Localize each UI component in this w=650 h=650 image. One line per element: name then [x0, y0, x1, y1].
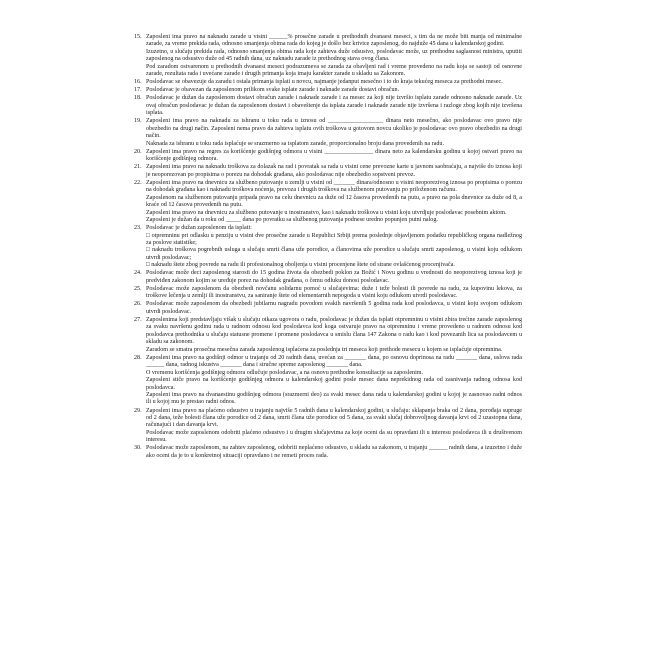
article-number: 19. — [134, 118, 142, 125]
article-paragraph: Zaposlenom na službenom putovanju pripada pravo na celu dnevnicu za duže od 12 časova provedenih na putu, a pravo na pola dnevnice za duže od 8, a kraće od 12 časova provedenih na putu. — [146, 194, 522, 209]
article-paragraph: Poslodavac je obavezan da zaposlenom prilikom svake isplate zarade i naknade zarade dostavi obračun. — [146, 87, 400, 94]
article-paragraph: Zaposleni ima pravo na dnevnicu za službeno putovanje u zemlji u visini od _______ dinara/odnosno u visini neoporezivog iznosa po propisima o porezu na dohodak građana kao i naknadu troškova noćenja, prevoza i drugih troškova na službenom putovanju po priloženom računu. — [146, 179, 522, 194]
article-item — [134, 286, 522, 301]
article-item — [134, 87, 522, 94]
article-paragraph: Zaradom se smatra prosečna mesečna zarada zaposlenog isplaćena za poslednja tri meseca koji prethode mesecu u kojem se isplaćuje otpremnina. — [146, 346, 503, 353]
article-paragraph: □ naknadu troškova pogrebnih usluga u slučaju smrti člana uže porodice, a članovima uže porodice u slučaju smrti zaposlenog, u visini koju odlukom utvrdi poslodavac; — [146, 247, 522, 261]
article-paragraph: Zaposleni stiče pravo na korišćenje godišnjeg odmora u kalendarskoj godini posle mesec dana neprekidnog rada od zasnivanja radnog odnosa kod poslodavca. — [146, 377, 522, 391]
article-item — [134, 34, 522, 79]
contract-articles — [134, 34, 522, 461]
article-paragraph: Poslodavac može zaposlenom da obezbedi jubilarnu nagradu povodom svakih navršenih 5 godina rada kod poslodavca, u visini koju svojom odlukom utvrdi poslodavac. — [146, 301, 522, 315]
article-paragraph: □ otpremninu pri odlasku u penziju u visini dve prosečne zarade u Republici Srbiji prema poslednje objavljenom podatku republičkog organa nadležnog za poslove statistike; — [146, 232, 522, 246]
article-paragraph: Zaposleni ima pravo na dnevnicu za službeno putovanje u inostranstvo, kao i naknadu troškova u visini koju utvrdjuje poslodavac posebnim aktom. — [146, 209, 507, 216]
article-number: 17. — [134, 87, 142, 94]
article-number: 25. — [134, 285, 142, 292]
article-paragraph: Pod zaradom ostvarenom u prethodnih dvanaest meseci podrazumeva se zarada za obavljeni rad i vreme provedeno na radu koja se sastoji od osnovne zarade, rezultata rada i uvećane zarade i drugih primanja koja imaju karakter zarade u skladu sa Zakonom. — [146, 63, 522, 78]
article-item — [134, 180, 522, 225]
article-item — [134, 317, 522, 354]
article-item — [134, 95, 522, 117]
article-paragraph: Zaposleni ima pravo na godišnji odmor u trajanju od 20 radnih dana, uvećan za _______ dana, po osnovu doprinosa na radu _______ dana, uslova rada ______ dana, radnog iskustva _______ dana i stručne spreme zaposlenog _______ dana. — [146, 354, 522, 369]
article-item — [134, 270, 522, 285]
article-paragraph: O vremenu korišćenja godišnjeg odmora odlučuje poslodavac, a na osnovu prethodne konsultacije sa zaposlenim. — [146, 369, 424, 376]
article-paragraph: Poslodavac može zaposlenom odobriti plaćeno odsustvo i u drugim slučajevima za koje oceni da su opravdani ili u interesu poslodavca ili u društvenom interesu. — [146, 429, 522, 444]
article-paragraph: Zaposleni ima pravo na naknadu za ishranu u toku rada u iznosu od __________________ dinara neto mesečno, ako poslodavac ovo pravo nije obezbedio na drugi način. Zaposleni nema pravo da zahteva isplatu ovih troškova u gotovom novcu ukoliko je poslodavac ovo pravo obezbedio na drugi način. — [146, 118, 522, 140]
article-number: 20. — [134, 148, 142, 155]
article-item — [134, 408, 522, 445]
article-paragraph: Naknada za ishranu u toku rada isplaćuje se srazmerno sa isplatom zarade, proporcionalno broju dana provedenih na radu. — [146, 140, 444, 147]
article-paragraph: Zaposleni ima pravo na naknadu zarade u visini ______% prosečne zarade u prethodnih dvanaest meseci, s tim da ne može biti manja od minimalne zarade, za vreme prekida rada, odnosno smanjenja obima rada do kojeg je došlo bez krivice zaposlenog, do najduže 45 dana u kalendarskoj godini. — [146, 34, 522, 48]
article-item — [134, 355, 522, 407]
article-paragraph: Zaposleni ima pravo na regres za korišćenje godišnjeg odmora u visini ________________ dinara neto za kalendarsku godinu u kojoj ostvari pravo na korišćenje godišnjeg odmora. — [146, 148, 522, 163]
article-paragraph: Poslodavac može zaposlenom da obezbedi novčanu solidarnu pomoć u slučajevima: duže i teže bolesti ili povrede na radu, za kupovinu lekova, za troškove lečenja u zemlji ili inostranstvu, za saniranje štete od elementarnih nepogoda u visini koju odlukom utvrdi poslodavac. — [146, 285, 522, 300]
article-paragraph: Poslodavac je dužan da zaposlenom dostavi obračun zarade i naknade zarade i za mesec za koji nije izvršio isplatu zarade odnosno naknade zarade. Uz ovaj obračun poslodavac je dužan da zaposlenom dostavi i obaveštenje da isplata zarade i naknade zarade nije izvršena i razloge zbog kojih nije izvršena isplata. — [146, 95, 522, 117]
article-paragraph: Zaposleni ima pravo na plaćeno odsustvo u trajanju najviše 5 radnih dana u kalendarskoj godini, u slučaju: sklapanja braka od 2 dana, porođaja supruge od 2 dana, teže bolesti člana uže porodice od 2 dana, smrti člana uže porodice od 5 dana, za svaki slučaj dobrovoljnog davanja krvi od 2 uzastopna dana, računajući i dan davanja krvi. — [146, 407, 522, 429]
article-item — [134, 149, 522, 164]
article-number: 16. — [134, 79, 142, 86]
article-number: 28. — [134, 354, 142, 361]
article-item — [134, 164, 522, 179]
article-paragraph: Poslodavac može deci zaposlenog starosti do 15 godina života da obezbedi poklon za Božić i Novu godinu u vrednosti do neoporezivog iznosa koji je predviđen zakonom kojim se uređuje porez na dohodak građana, o čemu odluku donosi poslodavac. — [146, 270, 522, 284]
article-item — [134, 118, 522, 148]
article-item — [134, 445, 522, 460]
article-paragraph: Poslodavac je dužan zaposlenom da isplati: — [146, 225, 252, 232]
article-number: 24. — [134, 270, 142, 277]
article-number: 22. — [134, 179, 142, 186]
article-paragraph: □ naknadu štete zbog povrede na radu ili profesionalnog oboljenja u visini procenjene štete od strane ovlašćenog procenjivača. — [146, 262, 455, 269]
article-paragraph: Zaposleni ima pravo na naknadu troškova za dolazak na rad i povratak sa rada u visini cene prevozne karte u javnom saobraćaju, a najviše do iznosa koji je neoporezovan po propisima o porezu na dohodak građana, ako poslodavac nije obezbedio sopstveni prevoz. — [146, 164, 522, 178]
article-number: 23. — [134, 225, 142, 232]
article-paragraph: Zaposleni je dužan da u roku od _____ dana po povratku sa službenog putovanja podnese uredno popunjen putni nalog. — [146, 217, 438, 224]
article-paragraph: Zaposleni ima pravo na dvanaestinu godišnjeg odmora (srazmerni deo) za svaki mesec dana rada u kalendarskoj godini u kojoj je zasnovao radni odnos ili u kojoj mu je prestao radni odnos. — [146, 392, 522, 406]
article-item — [134, 225, 522, 270]
article-number: 30. — [134, 445, 142, 452]
article-number: 15. — [134, 34, 142, 40]
article-paragraph: Poslodavac može zaposlenom, na zahtev zaposlenog, odobriti neplaćeno odsustvo, u skladu sa zakonom, u trajanju ______ radnih dana, a izuzetno i duže ako oceni da je to u konkretnoj situaciji opravdano i ne remeti proces rada. — [146, 445, 522, 459]
article-paragraph: Zaposlenima koji predstavljaju višak u slučaju otkaza ugovora o radu, poslodavac je dužan da isplati otpremninu u visini zbira trećine zarade zaposlenog za svaku navršenu godinu rada u radnom odnosu kod poslodavca kod koga ostvaruje pravo na otpremninu i vreme provedeno u radnom odnosu kod poslodavca prethodnika u slučaju statusne promene i promene poslodavca u smislu člana 147 Zakona o radu kao i kod povezanih lica sa poslodavcem u skladu sa zakonom. — [146, 316, 522, 346]
article-paragraph: Izuzetno, u slučaju prekida rada, odnosno smanjenja obima rada koje zahteva duže odsustvo, poslodavac može, uz prethodnu saglasnost ministra, uputiti zaposlenog na odsustvo duže od 45 radnih dana, uz naknadu zarade iz prethodnog stava ovog člana. — [146, 48, 522, 63]
article-number: 26. — [134, 301, 142, 308]
article-item — [134, 79, 522, 86]
article-item — [134, 301, 522, 316]
article-number: 18. — [134, 95, 142, 102]
article-number: 27. — [134, 316, 142, 323]
article-number: 21. — [134, 164, 142, 171]
article-number: 29. — [134, 407, 142, 414]
article-paragraph: Poslodavac se obavezuje da zaradu i ostala primanja isplati u novcu, najmanje jedanput mesečno i to do kraja tekućeg meseca za prethodni mesec. — [146, 79, 503, 86]
